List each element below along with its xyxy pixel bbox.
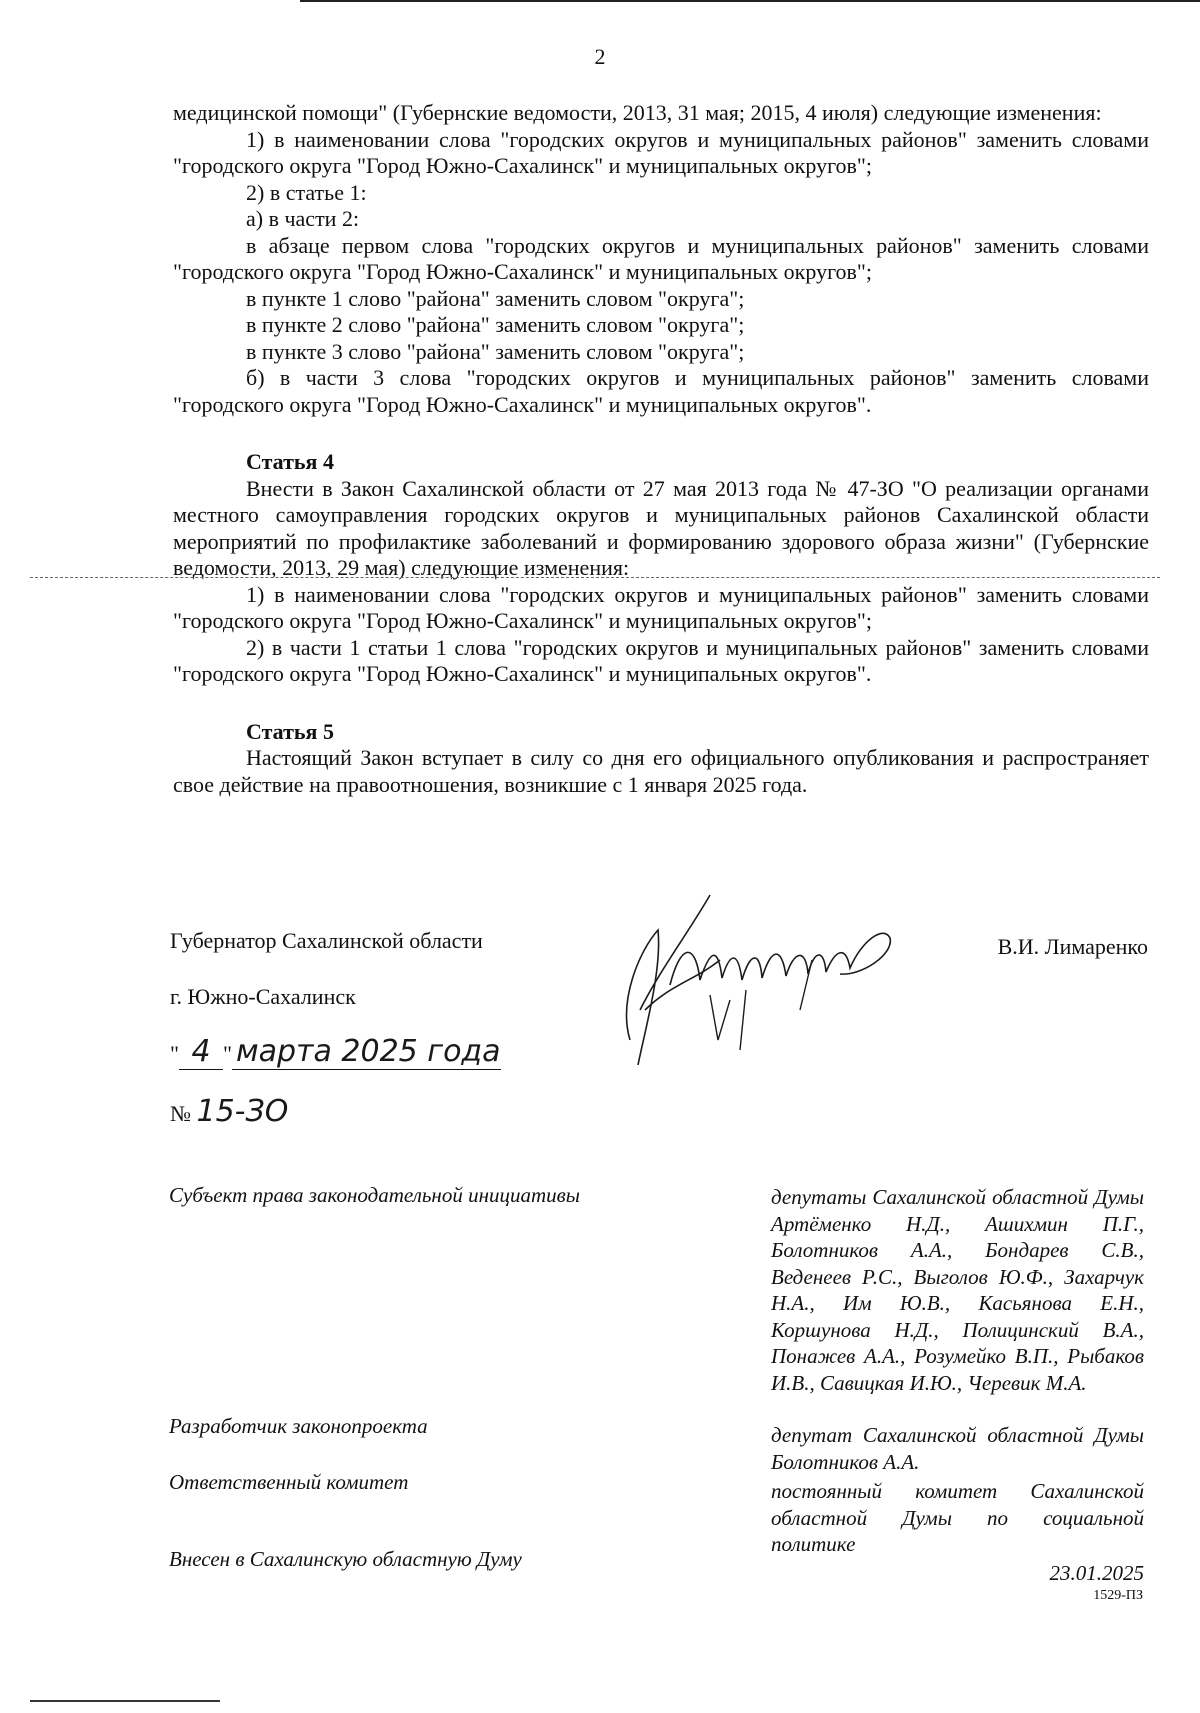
law-number xyxy=(170,1094,288,1129)
date-quote-open: " xyxy=(170,1041,179,1066)
date-month-year: марта 2025 года xyxy=(232,1034,501,1070)
body-paragraph: а) в части 2: xyxy=(246,206,360,231)
article-4-paragraph: 1) в наименовании слова "городских округов и муниципальных районов" заменить словами "городского округа "Город Южно-Сахалинск" и муниципальных округов"; xyxy=(173,581,1149,633)
body-paragraph: в пункте 3 слово "района" заменить словом "округа"; xyxy=(246,338,745,364)
body-paragraph: в пункте 2 слово "района" заменить словом "округа"; xyxy=(246,312,745,337)
governor-signature-icon xyxy=(600,890,930,1080)
committee-value: постоянный комитет Сахалинской областной Думы по социальной политике xyxy=(771,1479,1144,1556)
document-code: 1529-ПЗ xyxy=(1093,1588,1143,1603)
body-paragraph: 1) в наименовании слова "городских округов и муниципальных районов" заменить словами "городского округа "Город Южно-Сахалинск" и муниципальных округов"; xyxy=(173,126,1149,178)
governor-name: В.И. Лимаренко xyxy=(997,934,1148,959)
number-sign: № xyxy=(170,1101,191,1126)
scan-edge-bottom xyxy=(30,1700,220,1702)
submitted-label: Внесен в Сахалинскую областную Думу xyxy=(169,1547,522,1571)
article-5-heading: Статья 5 xyxy=(246,718,334,744)
committee-label: Ответственный комитет xyxy=(169,1470,409,1494)
article-5-paragraph: Настоящий Закон вступает в силу со дня его официального опубликования и распространяет свое действие на правоотношения, возникшие с 1 января 2025 года. xyxy=(173,745,1149,797)
subject-label: Субъект права законодательной инициативы xyxy=(169,1183,581,1207)
body-paragraph: в абзаце первом слова "городских округов и муниципальных районов" заменить словами "городского округа "Город Южно-Сахалинск" и муниципальных округов"; xyxy=(173,232,1149,284)
article-4-paragraph: Внести в Закон Сахалинской области от 27 мая 2013 года № 47-ЗО "О реализации органами местного самоуправления городских округов и муниципальных районов Сахалинской области мероприятий по профилактике заболеваний и формированию здорового образа жизни" (Губернские ведомости, 2013, 29 мая) следующие изменения: xyxy=(173,475,1149,580)
body-paragraph: медицинской помощи" (Губернские ведомости, 2013, 31 мая; 2015, 4 июля) следующие изменения: xyxy=(173,100,1102,125)
date-day: 4 xyxy=(179,1034,223,1070)
body-paragraph: б) в части 3 слова "городских округов и муниципальных районов" заменить словами "городского округа "Город Южно-Сахалинск" и муниципальных округов". xyxy=(173,365,1149,417)
scan-artifact-line xyxy=(30,577,1160,578)
body-paragraph: в пункте 1 слово "района" заменить словом "округа"; xyxy=(246,285,745,311)
body-paragraph: 2) в статье 1: xyxy=(246,179,367,205)
signing-date xyxy=(170,1034,501,1070)
developer-label: Разработчик законопроекта xyxy=(169,1414,428,1438)
document-body xyxy=(173,100,1149,798)
page-number: 2 xyxy=(594,44,606,69)
date-quote-close: " xyxy=(222,1041,232,1066)
subject-value: депутаты Сахалинской областной Думы Артёменко Н.Д., Ашихмин П.Г., Болотников А.А., Бондарев С.В., Веденеев Р.С., Выголов Ю.Ф., Захарчук Н.А., Им Ю.В., Касьянова Е.Н., Коршунова Н.Д., Полицинский В.А., Понажев А.А., Розумейко В.П., Рыбаков И.В., Савицкая И.Ю., Черевик М.А. xyxy=(771,1185,1144,1395)
city: г. Южно-Сахалинск xyxy=(170,984,356,1009)
article-4-paragraph: 2) в части 1 статьи 1 слова "городских округов и муниципальных районов" заменить словами "городского округа "Город Южно-Сахалинск" и муниципальных округов". xyxy=(173,634,1149,686)
governor-title: Губернатор Сахалинской области xyxy=(170,928,483,953)
scan-edge-top xyxy=(300,0,1200,2)
law-number-value: 15-ЗО xyxy=(196,1094,289,1129)
submitted-date: 23.01.2025 xyxy=(1049,1561,1144,1585)
article-4-heading: Статья 4 xyxy=(246,449,334,474)
developer-value: депутат Сахалинской областной Думы Болотников А.А. xyxy=(771,1423,1144,1474)
